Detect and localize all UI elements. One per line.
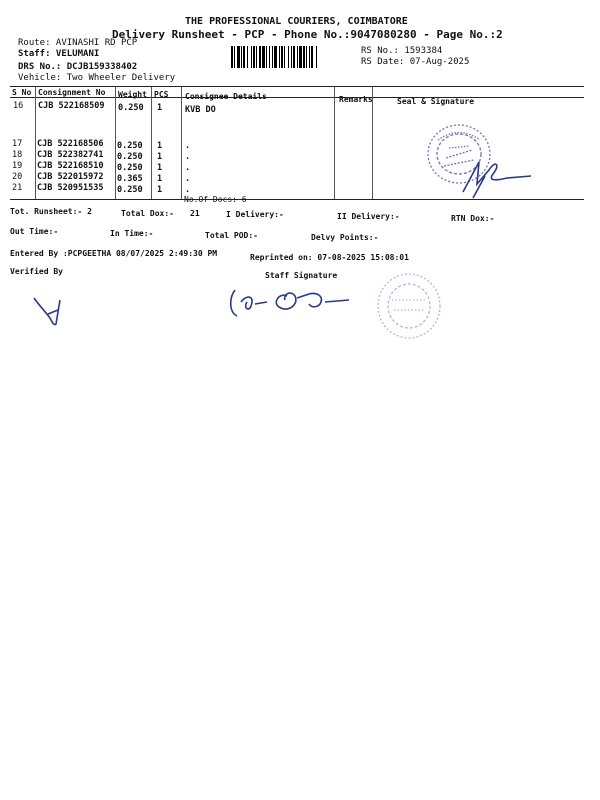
row-pcs: 1 bbox=[157, 103, 163, 113]
row-consignee: . bbox=[185, 141, 191, 151]
row-pcs: 1 bbox=[157, 141, 163, 151]
column-header-consignee: Consignee Details bbox=[185, 92, 267, 101]
column-header-remarks: Remarks bbox=[339, 95, 373, 104]
barcode-bar bbox=[279, 46, 280, 68]
row-consignee: . bbox=[185, 163, 191, 173]
barcode-bar bbox=[316, 46, 317, 68]
column-header-weight: Weight bbox=[118, 90, 147, 99]
col-divider bbox=[115, 87, 116, 199]
barcode-image bbox=[231, 46, 357, 68]
column-header-consignment: Consignment No bbox=[38, 88, 106, 97]
col-divider bbox=[35, 87, 36, 199]
barcode-bar bbox=[243, 46, 245, 68]
row-weight: 0.250 bbox=[118, 103, 144, 113]
rs-number: RS No.: 1593384 bbox=[361, 46, 443, 56]
row-consignment: CJB 522015972 bbox=[37, 172, 104, 182]
staff-seal-stamp-image bbox=[374, 270, 444, 342]
reprinted-on: Reprinted on: 07-08-2025 15:08:01 bbox=[250, 253, 409, 262]
row-sno: 21 bbox=[12, 183, 23, 193]
runsheet-title: Delivery Runsheet - PCP - Phone No.:9047080280 - Page No.:2 bbox=[112, 28, 503, 41]
barcode-bar bbox=[259, 46, 261, 68]
barcode-bar bbox=[266, 46, 267, 68]
signature-image bbox=[455, 152, 535, 202]
tot-runsheet: Tot. Runsheet:- 2 bbox=[10, 207, 92, 216]
ii-delivery: II Delivery:- bbox=[337, 212, 400, 221]
staff-label: Staff: VELUMANI bbox=[18, 49, 100, 59]
row-consignment: CJB 520951535 bbox=[37, 183, 104, 193]
barcode-bar bbox=[309, 46, 310, 68]
row-sno: 18 bbox=[12, 150, 23, 160]
row-consignee: . bbox=[185, 174, 191, 184]
total-dox-label: Total Dox:- bbox=[121, 209, 174, 218]
row-pcs: 1 bbox=[157, 152, 163, 162]
table-header-rule bbox=[10, 97, 584, 98]
company-name: THE PROFESSIONAL COURIERS, COIMBATORE bbox=[185, 16, 408, 27]
in-time: In Time:- bbox=[110, 229, 154, 238]
verifier-signature-image bbox=[30, 292, 70, 330]
col-divider bbox=[151, 87, 152, 199]
out-time: Out Time:- bbox=[10, 227, 59, 236]
barcode-bar bbox=[231, 46, 233, 68]
barcode-bar bbox=[281, 46, 283, 68]
row-weight: 0.250 bbox=[117, 152, 143, 162]
verified-by: Verified By bbox=[10, 267, 63, 276]
row-weight: 0.365 bbox=[117, 174, 143, 184]
barcode-bar bbox=[293, 46, 295, 68]
barcode-bar bbox=[306, 46, 307, 68]
row-sno: 20 bbox=[12, 172, 23, 182]
row-sno: 16 bbox=[13, 101, 24, 111]
row-weight: 0.250 bbox=[117, 163, 143, 173]
total-pod: Total POD:- bbox=[205, 231, 258, 240]
column-header-pcs: PCS bbox=[154, 90, 169, 99]
rs-date: RS Date: 07-Aug-2025 bbox=[361, 57, 470, 67]
column-header-sno: S No bbox=[12, 88, 32, 97]
staff-signature-image bbox=[225, 282, 355, 322]
barcode-bar bbox=[269, 46, 270, 68]
row-pcs: 1 bbox=[157, 174, 163, 184]
barcode-bar bbox=[241, 46, 242, 68]
vehicle-label: Vehicle: Two Wheeler Delivery bbox=[18, 73, 176, 83]
row-consignment: CJB 522382741 bbox=[37, 150, 104, 160]
barcode-bar bbox=[237, 46, 240, 68]
barcode-bar bbox=[284, 46, 285, 68]
entered-by: Entered By :PCPGEETHA 08/07/2025 2:49:30 PM bbox=[10, 249, 218, 258]
row-sno: 19 bbox=[12, 161, 23, 171]
barcode-bar bbox=[256, 46, 257, 68]
row-consignee: . bbox=[185, 185, 191, 195]
row-weight: 0.250 bbox=[117, 185, 143, 195]
barcode-bar bbox=[297, 46, 298, 68]
staff-signature-label: Staff Signature bbox=[265, 271, 338, 280]
barcode-bar bbox=[272, 46, 273, 68]
rtn-dox: RTN Dox:- bbox=[451, 214, 495, 223]
barcode-bar bbox=[247, 46, 248, 68]
barcode-bar bbox=[251, 46, 252, 68]
row-consignment: CJB 522168509 bbox=[38, 101, 105, 111]
col-divider bbox=[334, 87, 335, 199]
barcode-bar bbox=[262, 46, 265, 68]
delvy-points: Delvy Points:- bbox=[311, 233, 379, 242]
no-of-docs: No.Of Docs: 6 bbox=[184, 195, 247, 204]
row-weight: 0.250 bbox=[117, 141, 143, 151]
table-top-rule bbox=[10, 86, 584, 87]
route-label: Route: AVINASHI RD PCP bbox=[18, 38, 138, 48]
barcode-bar bbox=[253, 46, 255, 68]
barcode-bar bbox=[303, 46, 305, 68]
row-pcs: 1 bbox=[157, 185, 163, 195]
barcode-bar bbox=[291, 46, 292, 68]
row-pcs: 1 bbox=[157, 163, 163, 173]
row-consignment: CJB 522168506 bbox=[37, 139, 104, 149]
total-dox-value: 21 bbox=[190, 209, 200, 218]
row-sno: 17 bbox=[12, 139, 23, 149]
row-consignee: . bbox=[185, 152, 191, 162]
column-header-seal: Seal & Signature bbox=[397, 97, 475, 106]
barcode-bar bbox=[288, 46, 289, 68]
i-delivery: I Delivery:- bbox=[226, 210, 284, 219]
barcode-bar bbox=[274, 46, 277, 68]
barcode-bar bbox=[234, 46, 235, 68]
barcode-bar bbox=[311, 46, 313, 68]
col-divider bbox=[181, 87, 182, 199]
row-consignment: CJB 522168510 bbox=[37, 161, 104, 171]
drs-number: DRS No.: DCJB159338402 bbox=[18, 62, 138, 72]
row-consignee: KVB DO bbox=[185, 105, 216, 115]
barcode-bar bbox=[299, 46, 302, 68]
